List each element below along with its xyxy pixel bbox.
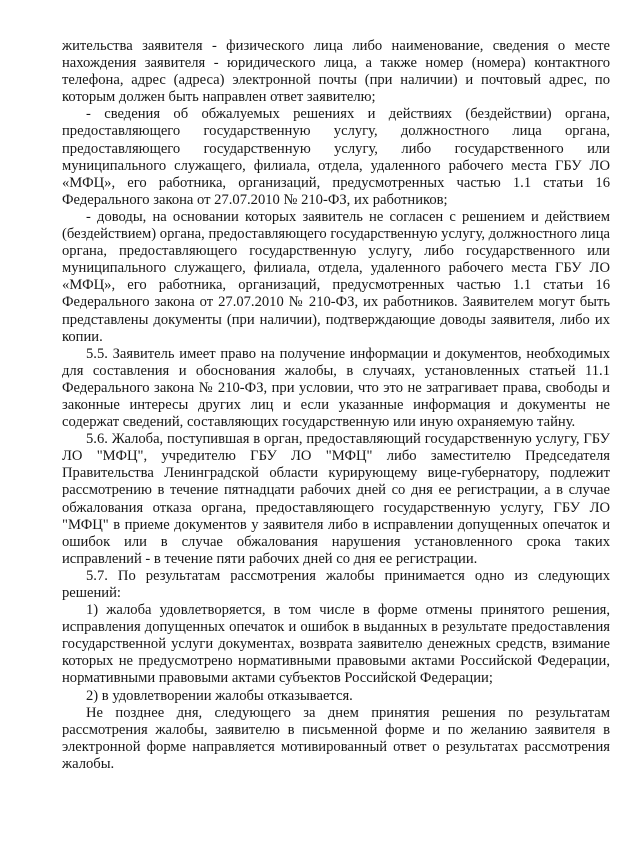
- paragraph-decision-refuse: 2) в удовлетворении жалобы отказывается.: [86, 687, 353, 704]
- paragraph-section-5-6: 5.6. Жалоба, поступившая в орган, предоставляющий государственную услугу, ГБУ ЛО "МФЦ", учредителю ГБУ ЛО "МФЦ" либо заместителю Председателя Правительства Ленинградской области курирующему вице-губернатору, подлежит рассмотрению в течение пятнадцати рабочих дней со дня ее регистрации, а в случае обжалования отказа органа, предоставляющего государственную услугу, ГБУ ЛО "МФЦ" в приеме документов у заявителя либо в исправлении допущенных опечаток и ошибок или в случае обжалования нарушения установленного срока таких исправлений - в течение пяти рабочих дней со дня ее регистрации.: [62, 431, 610, 567]
- paragraph-response-deadline: Не позднее дня, следующего за днем принятия решения по результатам рассмотрения жалобы, заявителю в письменной форме и по желанию заявителя в электронной форме направляется мотивированный ответ о результатах рассмотрения жалобы.: [62, 704, 610, 772]
- paragraph-section-5-5: 5.5. Заявитель имеет право на получение информации и документов, необходимых для составления и обоснования жалобы, в случаях, установленных статьей 11.1 Федерального закона № 210-ФЗ, при условии, что это не затрагивает права, свободы и законные интересы других лиц и если указанные информация и документы не содержат сведений, составляющих государственную или иную охраняемую тайну.: [62, 345, 610, 431]
- paragraph-appealed-decisions: - сведения об обжалуемых решениях и действиях (бездействии) органа, предоставляющего государственную услугу, должностного лица органа, предоставляющего государственную услугу, либо государственного или муниципального служащего, филиала, отдела, удаленного рабочего места ГБУ ЛО «МФЦ», его работника, организаций, предусмотренных частью 1.1 статьи 16 Федерального закона от 27.07.2010 № 210-ФЗ, их работников;: [62, 106, 610, 208]
- paragraph-arguments: - доводы, на основании которых заявитель не согласен с решением и действием (бездействием) органа, предоставляющего государственную услугу, должностного лица органа, предоставляющего государственную услугу, либо государственного или муниципального служащего, филиала, отдела, удаленного рабочего места ГБУ ЛО «МФЦ», его работника, организаций, предусмотренных частью 1.1 статьи 16 Федерального закона от 27.07.2010 № 210-ФЗ, их работников. Заявителем могут быть представлены документы (при наличии), подтверждающие доводы заявителя, либо их копии.: [62, 208, 610, 345]
- paragraph-applicant-address: жительства заявителя - физического лица либо наименование, сведения о месте нахождения заявителя - юридического лица, а также номер (номера) контактного телефона, адрес (адреса) электронной почты (при наличии) и почтовый адрес, по которым должен быть направлен ответ заявителю;: [62, 38, 610, 106]
- paragraph-decision-satisfy: 1) жалоба удовлетворяется, в том числе в форме отмены принятого решения, исправления допущенных опечаток и ошибок в выданных в результате предоставления государственной услуги документах, возврата заявителю денежных средств, взимание которых не предусмотрено нормативными правовыми актами Российской Федерации, нормативными правовыми актами субъектов Российской Федерации;: [62, 602, 610, 687]
- document-page: [62, 38, 610, 773]
- paragraph-section-5-7: 5.7. По результатам рассмотрения жалобы принимается одно из следующих решений:: [62, 567, 610, 601]
